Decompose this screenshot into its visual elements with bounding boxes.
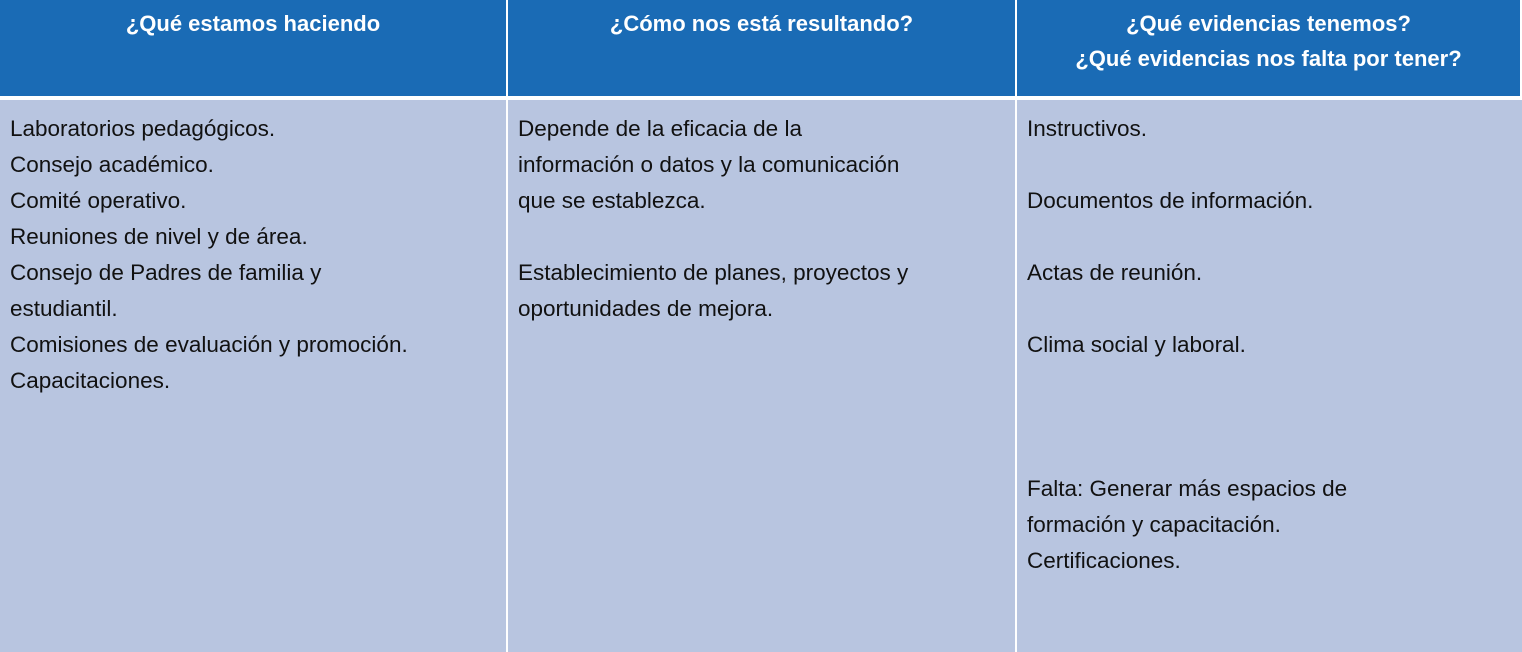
doing-line: Consejo académico. [10, 152, 214, 177]
evidence-item: Actas de reunión. [1027, 260, 1203, 285]
doing-line: Comisiones de evaluación y promoción. [10, 332, 408, 357]
paragraph-gap [1027, 291, 1512, 327]
header-results-text: ¿Cómo nos está resultando? [609, 11, 914, 36]
doing-line: Consejo de Padres de familia y [10, 260, 322, 285]
results-line: Depende de la eficacia de la [518, 116, 802, 141]
cell-evidence [1017, 100, 1522, 652]
cell-doing [0, 100, 508, 652]
doing-line: estudiantil. [10, 296, 118, 321]
results-line: Establecimiento de planes, proyectos y [518, 260, 909, 285]
evidence-item: Instructivos. [1027, 116, 1148, 141]
results-line: oportunidades de mejora. [518, 296, 774, 321]
header-evidence-text-2: ¿Qué evidencias nos falta por tener? [1075, 46, 1462, 71]
doing-line: Laboratorios pedagógicos. [10, 116, 276, 141]
cell-results [508, 100, 1017, 652]
results-line: que se establezca. [518, 188, 706, 213]
header-evidence-text-1: ¿Qué evidencias tenemos? [1126, 11, 1411, 36]
header-cell-doing [0, 0, 508, 100]
doing-line: Reuniones de nivel y de área. [10, 224, 308, 249]
evidence-item: Clima social y laboral. [1027, 332, 1246, 357]
doing-line: Comité operativo. [10, 188, 187, 213]
results-line: información o datos y la comunicación [518, 152, 900, 177]
header-doing-text: ¿Qué estamos haciendo [125, 11, 381, 36]
paragraph-gap [518, 219, 1005, 255]
paragraph-gap [1027, 363, 1512, 471]
missing-line: Certificaciones. [1027, 548, 1181, 573]
missing-line: Falta: Generar más espacios de [1027, 476, 1348, 501]
doing-line: Capacitaciones. [10, 368, 171, 393]
missing-line: formación y capacitación. [1027, 512, 1281, 537]
evidence-item: Documentos de información. [1027, 188, 1314, 213]
paragraph-gap [1027, 219, 1512, 255]
header-cell-results [508, 0, 1017, 100]
paragraph-gap [1027, 147, 1512, 183]
header-cell-evidence [1017, 0, 1522, 100]
